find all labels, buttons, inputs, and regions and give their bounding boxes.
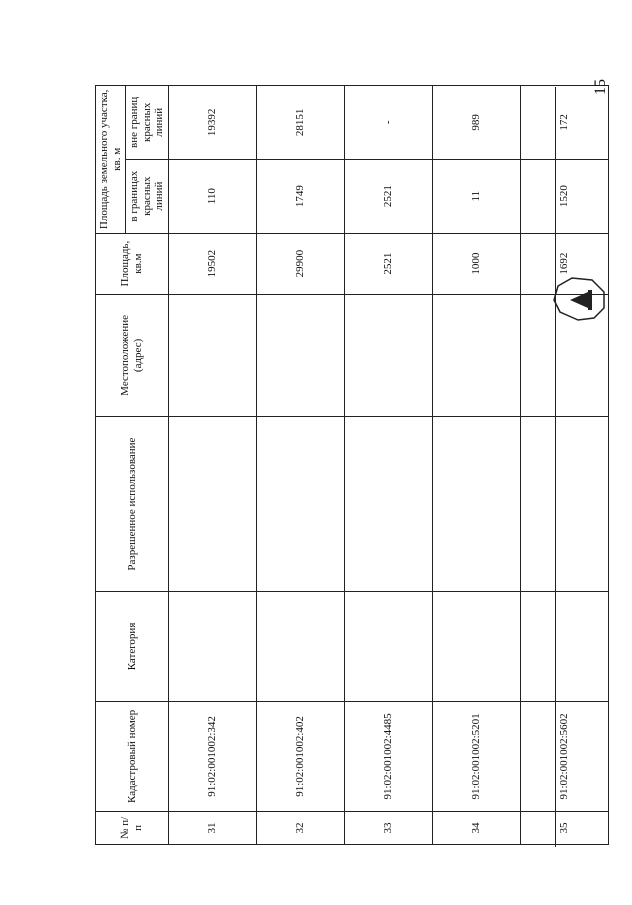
location	[168, 294, 256, 417]
row-number: 33	[344, 811, 432, 844]
col-header-area-group: Площадь земельного участка, кв. м	[96, 86, 126, 234]
area-inside-red-lines: 11	[432, 159, 520, 233]
permitted-use	[256, 417, 344, 592]
permitted-use	[520, 417, 608, 592]
table-row	[344, 86, 432, 845]
cadastral-number: 91:02:001002:342	[168, 701, 256, 811]
permitted-use	[168, 417, 256, 592]
col-header-permitted-use: Разрешенное использование	[96, 417, 169, 592]
category	[432, 591, 520, 701]
area-outside-red-lines: 19392	[168, 86, 256, 160]
category	[344, 591, 432, 701]
area-outside-red-lines: 28151	[256, 86, 344, 160]
permitted-use	[432, 417, 520, 592]
col-header-outside-red-lines: вне границ красных линий	[126, 86, 169, 160]
category	[256, 591, 344, 701]
permitted-use	[344, 417, 432, 592]
col-header-inside-red-lines: в границах красных линий	[126, 159, 169, 233]
col-header-number: № п/п	[96, 811, 169, 844]
area-inside-red-lines: 110	[168, 159, 256, 233]
area-outside-red-lines: 989	[432, 86, 520, 160]
table-row	[168, 86, 256, 845]
area-inside-red-lines: 1520	[520, 159, 608, 233]
cadastral-number: 91:02:001002:402	[256, 701, 344, 811]
area-outside-red-lines: -	[344, 86, 432, 160]
footer-rule	[555, 87, 556, 847]
area-inside-red-lines: 2521	[344, 159, 432, 233]
area-total: 1000	[432, 233, 520, 294]
row-number: 31	[168, 811, 256, 844]
category	[168, 591, 256, 701]
col-header-location: Местоположение (адрес)	[96, 294, 169, 417]
col-header-cadastral: Кадастровый номер	[96, 701, 169, 811]
table-row	[432, 86, 520, 845]
table-row	[520, 86, 608, 845]
cadastral-number: 91:02:001002:5201	[432, 701, 520, 811]
table-row	[256, 86, 344, 845]
cadastral-number: 91:02:001002:4485	[344, 701, 432, 811]
row-number: 35	[520, 811, 608, 844]
row-number: 32	[256, 811, 344, 844]
area-total: 1692	[520, 233, 608, 294]
location	[432, 294, 520, 417]
col-header-category: Категория	[96, 591, 169, 701]
cadastral-number: 91:02:001002:5602	[520, 701, 608, 811]
area-outside-red-lines: 172	[520, 86, 608, 160]
location	[344, 294, 432, 417]
location	[256, 294, 344, 417]
area-total: 2521	[344, 233, 432, 294]
area-inside-red-lines: 1749	[256, 159, 344, 233]
col-header-area: Площадь, кв.м	[96, 233, 169, 294]
land-plots-table	[95, 85, 609, 845]
area-total: 19502	[168, 233, 256, 294]
area-total: 29900	[256, 233, 344, 294]
institute-logo-icon	[548, 270, 610, 330]
page-number: 15	[592, 79, 609, 95]
row-number: 34	[432, 811, 520, 844]
category	[520, 591, 608, 701]
